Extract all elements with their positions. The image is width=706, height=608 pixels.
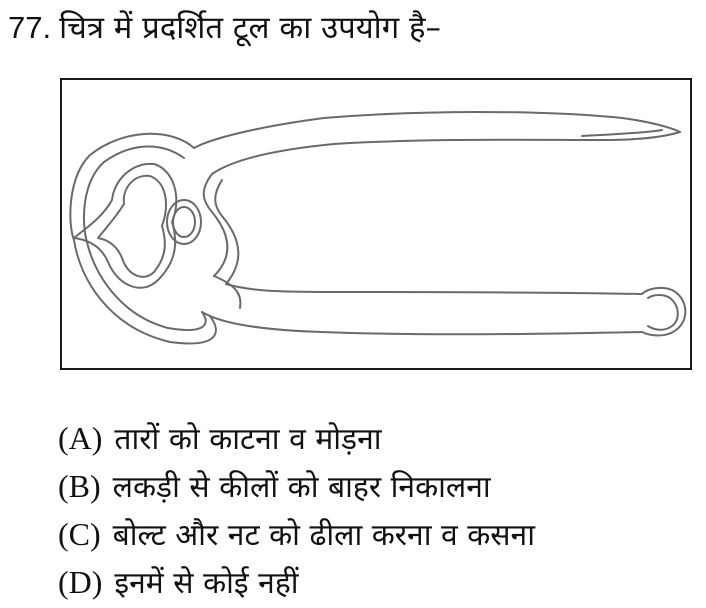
- pincers-icon: [62, 80, 694, 372]
- option-text: बोल्ट और नट को ढीला करना व कसना: [112, 518, 535, 553]
- option-text: तारों को काटना व मोड़ना: [114, 422, 382, 457]
- tool-figure: [60, 78, 692, 370]
- question-text: चित्र में प्रदर्शित टूल का उपयोग है–: [59, 10, 441, 46]
- option-text: लकड़ी से कीलों को बाहर निकालना: [112, 470, 491, 505]
- option-d[interactable]: [58, 558, 698, 606]
- option-text: इनमें से कोई नहीं: [114, 566, 299, 601]
- option-a[interactable]: [58, 414, 698, 462]
- question: [8, 6, 698, 50]
- option-label: (B): [58, 468, 101, 504]
- option-label: (C): [58, 516, 101, 552]
- option-label: (A): [58, 420, 103, 456]
- question-number: 77.: [8, 10, 52, 45]
- option-c[interactable]: [58, 510, 698, 558]
- options-list: [58, 414, 698, 606]
- option-b[interactable]: [58, 462, 698, 510]
- option-label: (D): [58, 564, 103, 600]
